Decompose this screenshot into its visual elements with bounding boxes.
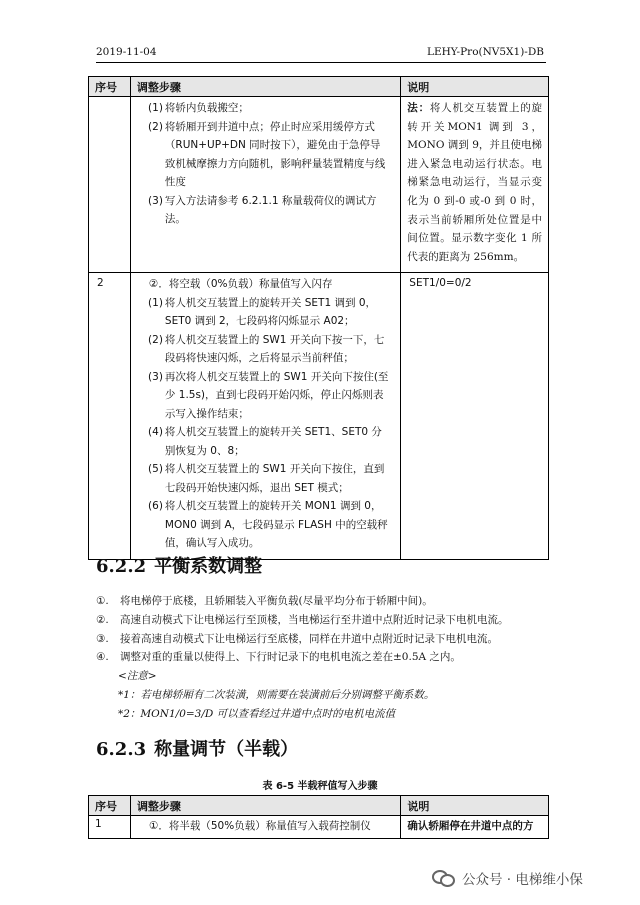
header-date: 2019-11-04 xyxy=(96,46,157,58)
col-header-notes: 说明 xyxy=(401,77,549,97)
note-item: *2：MON1/0=3/D 可以查看经过井道中点时的电机电流值 xyxy=(118,707,396,720)
section-heading-weighing: 6.2.3 称量调节（半载） xyxy=(96,739,299,760)
row2-note: SET1/0=0/2 xyxy=(401,273,549,560)
procedure-item: ①. 将电梯停于底楼，且轿厢装入平衡负载(尽量平均分布于轿厢中间)。 xyxy=(96,595,433,607)
row2-step: (5) 将人机交互装置上的 SW1 开关向下按住，直到七段码开始快速闪烁，退出 SET 模式； xyxy=(148,463,385,494)
header-doc-id: LEHY-Pro(NV5X1)-DB xyxy=(426,46,544,58)
procedure-item: ③. 接着高速自动模式下让电梯运行至底楼，同样在井道中点附近时记录下电机电流。 xyxy=(96,632,498,645)
procedure-item: ④. 调整对重的重量以使得上、下行时记录下的电机电流之差在±0.5A 之内。 xyxy=(96,651,461,664)
balance-procedure xyxy=(96,592,509,724)
section-heading-balance: 6.2.2 平衡系数调整 xyxy=(96,556,263,577)
row-note: 确认轿厢停在井道中点的方 xyxy=(401,816,549,839)
col-header-no: 序号 xyxy=(89,77,131,97)
col-header-steps: 调整步骤 xyxy=(130,796,400,816)
col-header-no: 序号 xyxy=(89,796,131,816)
col-header-steps: 调整步骤 xyxy=(130,77,400,97)
row2-lead: ②．将空载（0%负载）称量值写入闪存 xyxy=(148,278,333,291)
note-item: *1：若电梯轿厢有二次装潢，则需要在装潢前后分别调整平衡系数。 xyxy=(118,688,435,701)
table-caption: 表 6-5 半载秤值写入步骤 xyxy=(262,781,378,792)
row2-steps xyxy=(130,273,400,560)
row1-note-text: 将人机交互装置上的旋转开关MON1 调到 3，MONO 调到 9，并且使电梯进入紧急电动运行状态。电梯紧急电动运行，当显示变化为 0 到-0 或-0 到 0 时，表示当前轿厢所处位置是中间位置。显示数字变化 1 所代表的距离为 256mm。 xyxy=(407,102,543,263)
row2-step: (1) 将人机交互装置上的旋转开关 SET1 调到 0，SET0 调到 2，七段码将闪烁显示 A02； xyxy=(148,296,377,328)
row2-step: (2) 将人机交互装置上的 SW1 开关向下按一下，七段码将快速闪烁，之后将显示当前秤值； xyxy=(148,333,385,365)
row1-step: (3) 写入方法请参考 6.2.1.1 称量载荷仪的调试方法。 xyxy=(148,194,377,225)
row2-step: (3) 再次将人机交互装置上的 SW1 开关向下按住(至少 1.5s)，直到七段码开始闪烁，停止闪烁则表示写入操作结束； xyxy=(148,370,389,420)
header-rule xyxy=(96,62,546,63)
half-load-table xyxy=(88,795,549,839)
adjustment-table xyxy=(88,76,549,560)
row1-steps xyxy=(130,97,400,273)
watermark-text: 公众号 · 电梯维小保 xyxy=(462,872,583,888)
notes-title: <注意> xyxy=(118,670,157,683)
row2-step: (6) 将人机交互装置上的旋转开关 MON1 调到 0，MON0 调到 A，七段码显示 FLASH 中的空载秤值，确认写入成功。 xyxy=(148,500,388,550)
row1-no xyxy=(89,97,131,273)
row-no: 1 xyxy=(89,816,131,839)
row1-note-lead: 法： xyxy=(407,102,430,114)
row-step: ①．将半载（50%负载）称量值写入载荷控制仪 xyxy=(130,816,400,839)
watermark xyxy=(432,868,583,888)
row1-step: (2) 将轿厢开到井道中点；停止时应采用缓停方式（RUN+UP+DN 同时按下），避免由于急停导致机械摩擦力方向随机，影响秤量装置精度与线性度 xyxy=(148,120,386,188)
row2-step: (4) 将人机交互装置上的旋转开关 SET1、SET0 分别恢复为 0、8； xyxy=(148,426,382,457)
procedure-item: ②. 高速自动模式下让电梯运行至顶楼，当电梯运行至井道中点附近时记录下电机电流。 xyxy=(96,613,509,626)
wechat-icon xyxy=(432,870,454,886)
row1-step: (1) 将轿内负载搬空； xyxy=(148,102,249,114)
row1-note xyxy=(401,97,549,273)
row2-no: 2 xyxy=(89,273,131,560)
col-header-notes: 说明 xyxy=(401,796,549,816)
